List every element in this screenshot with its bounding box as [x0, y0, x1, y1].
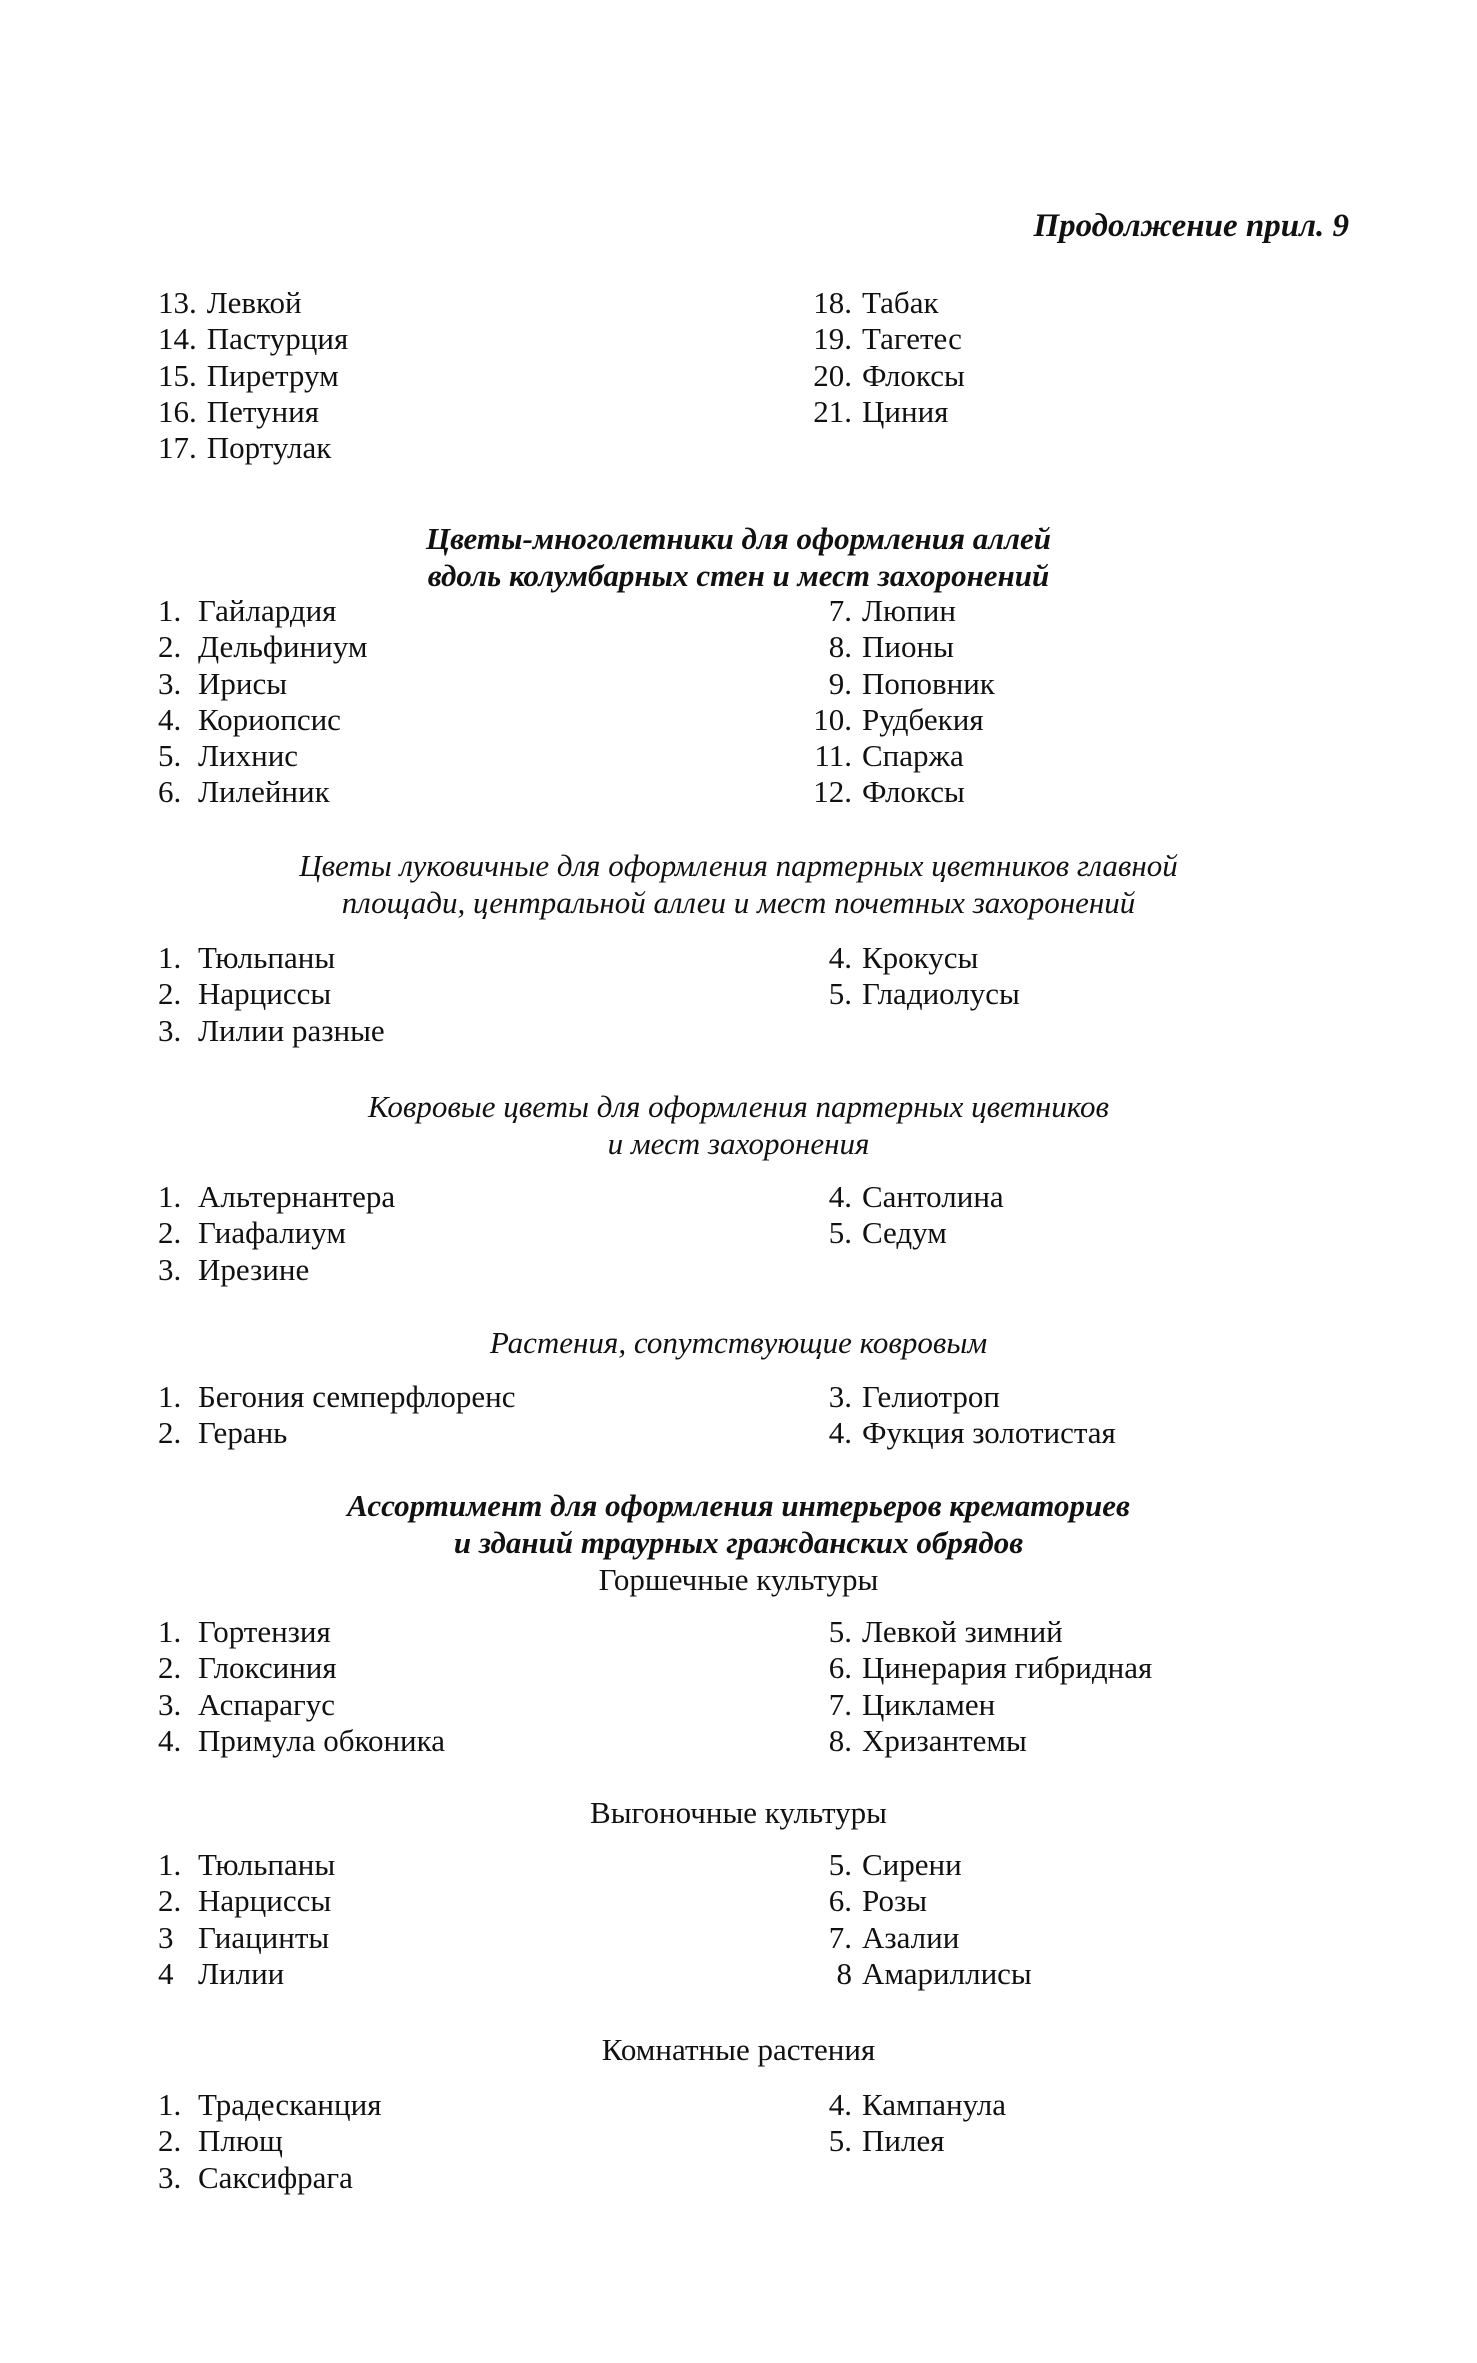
item-name: Пиретрум	[206, 357, 339, 393]
item-name: Ирезине	[198, 1251, 310, 1287]
item-number: 3.	[158, 1012, 182, 1048]
list-item	[808, 1415, 1116, 1451]
item-number: 1.	[158, 940, 182, 975]
item-number: 1.	[158, 593, 182, 628]
item-name: Примула обконика	[198, 1722, 446, 1758]
list-item	[158, 666, 367, 702]
section-2	[0, 847, 1477, 1048]
item-number: 15.	[158, 357, 197, 393]
item-number: 14.	[158, 321, 197, 357]
list-item	[158, 1415, 515, 1451]
item-number: 17.	[158, 430, 197, 466]
item-name: Лихнис	[198, 738, 299, 774]
item-name: Герань	[198, 1415, 288, 1451]
right-column	[808, 1179, 1004, 1252]
item-number: 4.	[828, 1179, 852, 1214]
section-3	[0, 1088, 1477, 1287]
list-item	[808, 1379, 1116, 1415]
section-heading: Цветы-многолетники для оформления аллей	[425, 521, 1052, 556]
item-number: 8.	[828, 1722, 852, 1758]
list-item	[158, 1687, 445, 1723]
list-item	[808, 1650, 1152, 1686]
left-column	[158, 1847, 335, 1992]
item-number: 7.	[828, 593, 852, 628]
list-item	[808, 1847, 1032, 1883]
right-column	[808, 1614, 1152, 1759]
item-name: Кориопсис	[198, 701, 341, 737]
item-name: Люпин	[862, 593, 956, 628]
list-item	[158, 593, 367, 629]
item-name: Крокусы	[862, 940, 979, 975]
item-number: 5.	[828, 2123, 852, 2159]
item-name: Хризантемы	[862, 1722, 1027, 1758]
left-column	[158, 1614, 445, 1759]
item-name: Розы	[862, 1883, 928, 1919]
section-subheading: Комнатные растения	[601, 2032, 876, 2067]
list-item	[808, 394, 965, 430]
item-name: Лилии	[198, 1955, 285, 1991]
item-name: Азалии	[862, 1919, 960, 1955]
list-item	[158, 1920, 335, 1956]
item-name: Гиацинты	[198, 1919, 330, 1955]
item-name: Портулак	[206, 430, 332, 466]
section-heading: Ковровые цветы для оформления партерных цветников	[367, 1089, 1110, 1124]
list-item	[808, 2123, 1006, 2159]
item-name: Глоксиния	[198, 1650, 337, 1686]
item-number: 8	[836, 1955, 852, 1991]
item-number: 21.	[813, 393, 852, 429]
list-item	[158, 702, 367, 738]
section-heading: Растения, сопутствующие ковровым	[489, 1325, 988, 1360]
item-name: Рудбекия	[862, 701, 984, 737]
item-number: 4.	[158, 701, 182, 737]
section-7	[0, 2031, 1477, 2195]
item-name: Флоксы	[862, 774, 965, 810]
list-item	[158, 1614, 445, 1650]
item-name: Плющ	[198, 2123, 283, 2159]
list-item	[808, 702, 995, 738]
item-name: Аспарагус	[198, 1686, 335, 1722]
item-number: 4.	[828, 2087, 852, 2122]
list-item	[158, 2123, 381, 2159]
right-column	[808, 1379, 1116, 1452]
list-item	[808, 2087, 1006, 2123]
item-name: Тюльпаны	[198, 1847, 336, 1882]
list-item	[808, 940, 1020, 976]
item-number: 13.	[158, 285, 197, 320]
item-number: 10.	[813, 701, 852, 737]
item-name: Поповник	[862, 665, 995, 701]
item-name: Кампанула	[862, 2087, 1006, 2122]
item-name: Альтернантера	[198, 1179, 396, 1214]
list-item	[158, 1956, 335, 1992]
item-name: Гайлардия	[198, 593, 337, 628]
left-column	[158, 593, 367, 811]
item-number: 1.	[158, 2087, 182, 2122]
list-item	[158, 1179, 395, 1215]
item-name: Гортензия	[198, 1614, 331, 1649]
item-number: 16.	[158, 393, 197, 429]
list-item	[158, 394, 348, 430]
item-name: Петуния	[206, 393, 319, 429]
list-item	[808, 1215, 1004, 1251]
item-number: 2.	[158, 1883, 182, 1919]
item-number: 1.	[158, 1179, 182, 1214]
list-item	[158, 1252, 395, 1288]
item-name: Гиафалиум	[198, 1215, 346, 1251]
item-number: 1.	[158, 1614, 182, 1649]
item-number: 5.	[158, 738, 182, 774]
item-number: 18.	[813, 285, 852, 320]
item-name: Цикламен	[862, 1686, 996, 1722]
item-number: 6.	[158, 774, 182, 810]
item-name: Сирени	[862, 1847, 962, 1882]
item-number: 4.	[828, 940, 852, 975]
item-number: 3.	[158, 1686, 182, 1722]
item-name: Сантолина	[862, 1179, 1004, 1214]
item-name: Циния	[862, 393, 949, 429]
list-item	[158, 321, 348, 357]
item-number: 2.	[158, 1215, 182, 1251]
section-6	[0, 1794, 1477, 1991]
item-name: Флоксы	[862, 357, 965, 393]
left-column	[158, 285, 348, 466]
section-subheading: Горшечные культуры	[598, 1562, 879, 1597]
section-heading: и мест захоронения	[607, 1126, 870, 1161]
list-item	[158, 1650, 445, 1686]
list-item	[808, 358, 965, 394]
list-item	[808, 1614, 1152, 1650]
list-item	[808, 666, 995, 702]
item-name: Спаржа	[862, 738, 964, 774]
list-item	[158, 1215, 395, 1251]
list-item	[808, 1956, 1032, 1992]
item-number: 11.	[814, 738, 852, 774]
item-name: Пионы	[862, 629, 954, 665]
list-item	[158, 774, 367, 810]
item-name: Левкой зимний	[862, 1614, 1063, 1649]
item-name: Нарциссы	[198, 976, 332, 1012]
list-item	[158, 1883, 335, 1919]
item-number: 19.	[813, 321, 852, 357]
item-name: Гелиотроп	[862, 1379, 1000, 1414]
item-number: 1.	[158, 1847, 182, 1882]
item-name: Лилии разные	[198, 1012, 385, 1048]
item-name: Табак	[862, 285, 939, 320]
section-5	[0, 1487, 1477, 1758]
list-item	[808, 738, 995, 774]
item-number: 3	[158, 1919, 174, 1955]
item-number: 7.	[828, 1919, 852, 1955]
item-number: 2.	[158, 1415, 182, 1451]
item-name: Традесканция	[198, 2087, 382, 2122]
item-number: 1.	[158, 1379, 182, 1414]
section-1	[0, 520, 1477, 810]
item-name: Пастурция	[206, 321, 349, 357]
item-name: Нарциссы	[198, 1883, 332, 1919]
left-column	[158, 1179, 395, 1288]
list-item	[158, 1723, 445, 1759]
item-number: 5.	[828, 976, 852, 1012]
list-item	[158, 1379, 515, 1415]
list-item	[808, 321, 965, 357]
right-column	[808, 285, 965, 430]
list-item	[808, 629, 995, 665]
item-number: 9.	[828, 665, 852, 701]
left-column	[158, 2087, 381, 2196]
list-item	[808, 1687, 1152, 1723]
list-item	[158, 1847, 335, 1883]
item-number: 3.	[158, 1251, 182, 1287]
item-number: 3.	[158, 2159, 182, 2195]
item-number: 5.	[828, 1847, 852, 1882]
item-number: 2.	[158, 1650, 182, 1686]
item-number: 6.	[828, 1883, 852, 1919]
list-item	[158, 976, 385, 1012]
list-item	[158, 1013, 385, 1049]
item-name: Лилейник	[198, 774, 330, 810]
continuation-header: Продолжение прил. 9	[1033, 208, 1349, 244]
item-name: Дельфиниум	[198, 629, 368, 665]
list-item	[808, 1179, 1004, 1215]
list-item	[808, 285, 965, 321]
item-name: Тагетес	[862, 321, 962, 357]
item-number: 3.	[828, 1379, 852, 1414]
section-subheading: Выгоночные культуры	[590, 1795, 887, 1830]
item-number: 4	[158, 1955, 174, 1991]
section-heading: Цветы луковичные для оформления партерных цветников главной	[299, 848, 1178, 883]
list-item	[808, 774, 995, 810]
item-name: Гладиолусы	[862, 976, 1020, 1012]
item-name: Цинерария гибридная	[862, 1650, 1153, 1686]
list-item	[808, 593, 995, 629]
list-item	[158, 2160, 381, 2196]
item-number: 12.	[813, 774, 852, 810]
item-number: 4.	[828, 1415, 852, 1451]
right-column	[808, 940, 1020, 1013]
list-item	[158, 629, 367, 665]
item-number: 5.	[828, 1215, 852, 1251]
list-item	[158, 940, 385, 976]
item-name: Фукция золотистая	[862, 1415, 1116, 1451]
right-column	[808, 2087, 1006, 2160]
list-item	[808, 1723, 1152, 1759]
item-number: 5.	[828, 1614, 852, 1649]
item-name: Тюльпаны	[198, 940, 336, 975]
list-item	[808, 976, 1020, 1012]
item-name: Амариллисы	[862, 1955, 1032, 1991]
list-item	[158, 2087, 381, 2123]
left-column	[158, 940, 385, 1049]
item-name: Седум	[862, 1215, 947, 1251]
section-4	[0, 1324, 1477, 1451]
list-item	[158, 358, 348, 394]
list-item	[158, 285, 348, 321]
item-name: Левкой	[206, 285, 302, 320]
item-number: 8.	[828, 629, 852, 665]
left-column	[158, 1379, 515, 1452]
list-item	[158, 430, 348, 466]
item-name: Пилея	[862, 2123, 945, 2159]
list-item	[158, 738, 367, 774]
item-number: 20.	[813, 357, 852, 393]
item-number: 2.	[158, 2123, 182, 2159]
section-heading: площади, центральной аллеи и мест почетных захоронений	[341, 885, 1136, 920]
section-heading: вдоль колумбарных стен и мест захоронений	[427, 558, 1050, 593]
right-column	[808, 1847, 1032, 1992]
item-number: 7.	[828, 1686, 852, 1722]
item-number: 2.	[158, 976, 182, 1012]
item-number: 3.	[158, 665, 182, 701]
section-heading: Ассортимент для оформления интерьеров крематориев	[347, 1488, 1130, 1523]
item-name: Ирисы	[198, 665, 288, 701]
item-number: 2.	[158, 629, 182, 665]
item-number: 6.	[828, 1650, 852, 1686]
section-heading: и зданий траурных гражданских обрядов	[453, 1525, 1024, 1560]
item-number: 4.	[158, 1722, 182, 1758]
item-name: Бегония семперфлоренс	[198, 1379, 516, 1414]
right-column	[808, 593, 995, 811]
list-item	[808, 1920, 1032, 1956]
item-name: Саксифрага	[198, 2159, 353, 2195]
list-item	[808, 1883, 1032, 1919]
